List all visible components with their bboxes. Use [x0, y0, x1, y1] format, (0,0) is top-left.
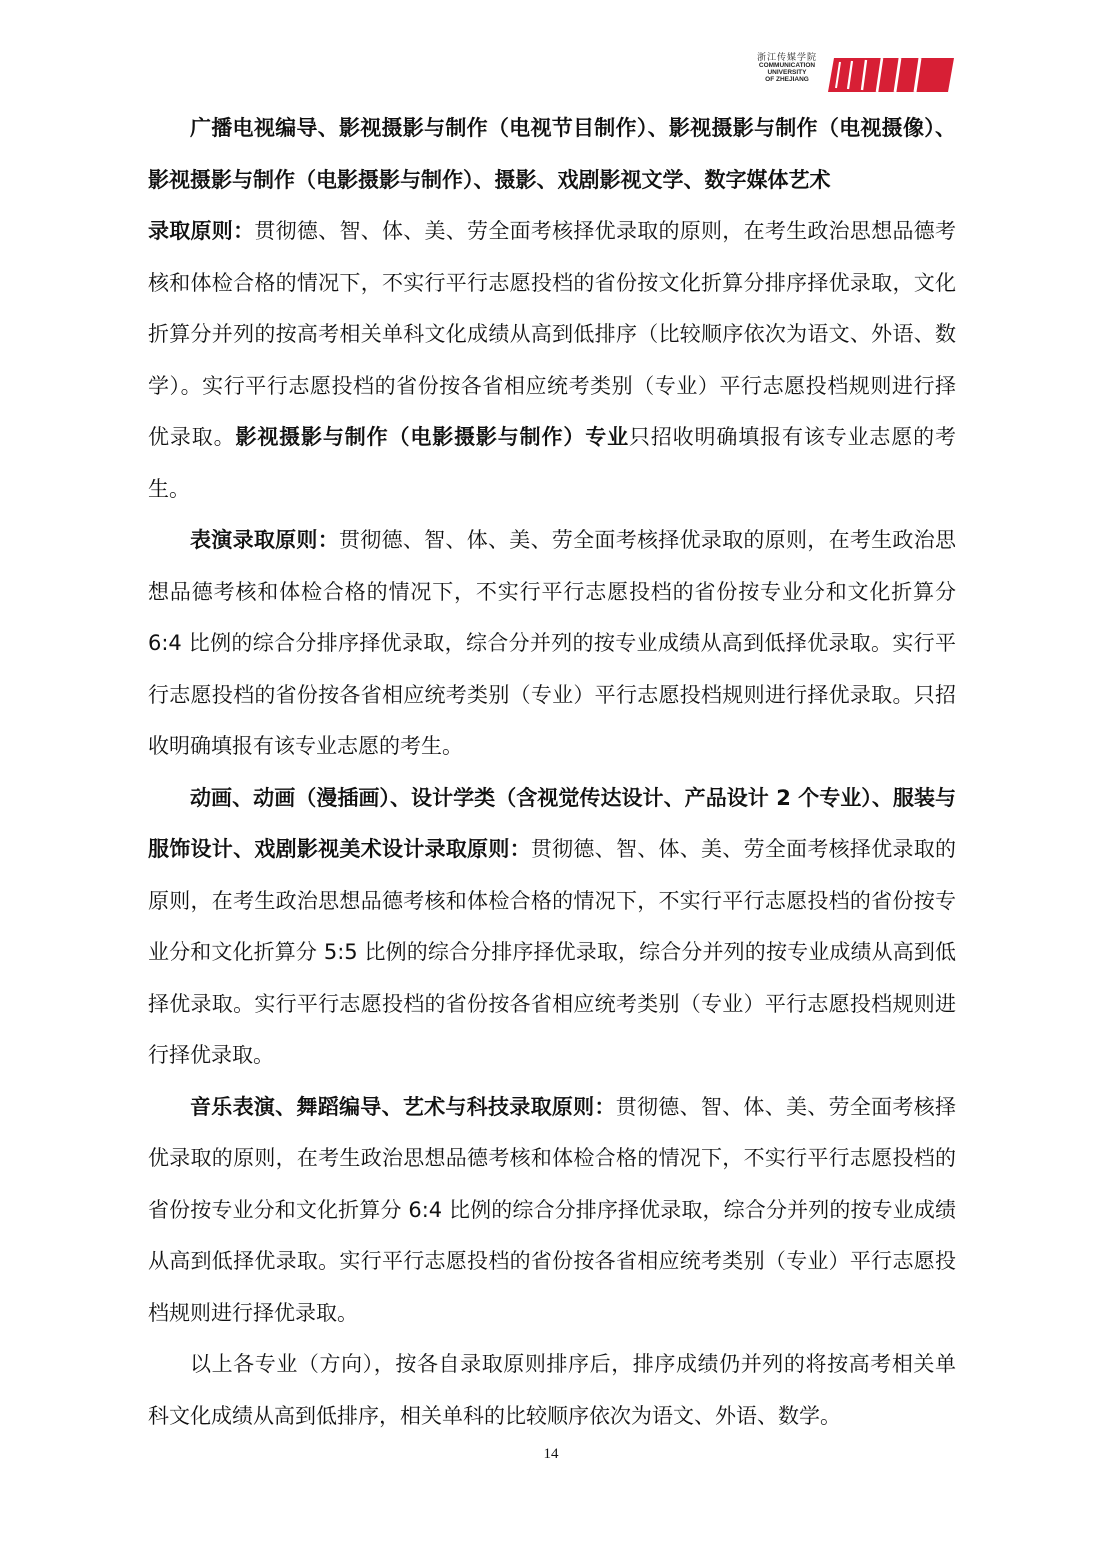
rule-label: 动画、动画（漫插画）、设计学类（含视觉传达设计、产品设计 2 个专业）、服装与服饰设计、戏剧影视美术设计录取原则： — [148, 785, 956, 861]
highlight-text: 影视摄影与制作（电影摄影与制作）专业 — [235, 425, 629, 449]
logo-english-line-2: UNIVERSITY — [767, 69, 807, 77]
rule-text: 以上各专业（方向），按各自录取原则排序后，排序成绩仍并列的将按高考相关单科文化成绩从高到低排序，相关单科的比较顺序依次为语文、外语、数学。 — [148, 1352, 956, 1428]
paragraph — [148, 1082, 956, 1340]
logo-english-line-1: COMMUNICATION — [758, 62, 816, 70]
rule-text: 贯彻德、智、体、美、劳全面考核择优录取的原则，在考生政治思想品德考核和体检合格的情况下，不实行平行志愿投档的省份按专业分和文化折算分 5:5 比例的综合分排序择优录取，综合分并列的按专业成绩从高到低择优录取。实行平行志愿投档的省份按各省相应统考类别（专业）平行志愿投档规则进行择优录取。 — [148, 837, 957, 1067]
university-logo — [754, 54, 954, 94]
rule-label: 录取原则： — [148, 219, 255, 243]
rule-text: 贯彻德、智、体、美、劳全面考核择优录取的原则，在考生政治思想品德考核和体检合格的情况下，不实行平行志愿投档的省份按专业分和文化折算分 6:4 比例的综合分排序择优录取，综合分并列的按专业成绩从高到低择优录取。实行平行志愿投档的省份按各省相应统考类别（专业）平行志愿投档规则进行择优录取。 — [148, 1094, 957, 1325]
highlight-suffix: 只招收明确填报有该专业志愿的考生。 — [148, 425, 957, 501]
logo-stripes-icon — [820, 58, 954, 92]
paragraph — [148, 206, 956, 515]
document-body — [148, 103, 956, 1442]
rule-label: 表演录取原则： — [190, 528, 339, 552]
paragraph — [148, 515, 956, 773]
section-heading — [148, 103, 956, 206]
logo-chinese-name: 浙江传媒学院 — [756, 53, 817, 63]
rule-text: 贯彻德、智、体、美、劳全面考核择优录取的原则，在考生政治思想品德考核和体检合格的情况下，不实行平行志愿投档的省份按文化折算分排序择优录取，文化折算分并列的按高考相关单科文化成绩从高到低排序（比较顺序依次为语文、外语、数学）。实行平行志愿投档的省份按各省相应统考类别（专业）平行志愿投档规则进行择优录取。 — [148, 219, 957, 449]
heading-text: 广播电视编导、影视摄影与制作（电视节目制作）、影视摄影与制作（电视摄像）、影视摄影与制作（电影摄影与制作）、摄影、戏剧影视文学、数字媒体艺术 — [148, 116, 956, 192]
paragraph — [148, 1339, 956, 1442]
logo-text — [754, 54, 820, 84]
rule-label: 音乐表演、舞蹈编导、艺术与科技录取原则： — [190, 1094, 616, 1119]
paragraph — [148, 773, 956, 1082]
page-number: 14 — [543, 1446, 559, 1462]
logo-english-line-3: OF ZHEJIANG — [765, 76, 809, 84]
rule-text: 贯彻德、智、体、美、劳全面考核择优录取的原则，在考生政治思想品德考核和体检合格的情况下，不实行平行志愿投档的省份按专业分和文化折算分 6:4 比例的综合分排序择优录取，综合分并列的按专业成绩从高到低择优录取。实行平行志愿投档的省份按各省相应统考类别（专业）平行志愿投档规则进行择优录取。只招收明确填报有该专业志愿的考生。 — [148, 528, 956, 758]
